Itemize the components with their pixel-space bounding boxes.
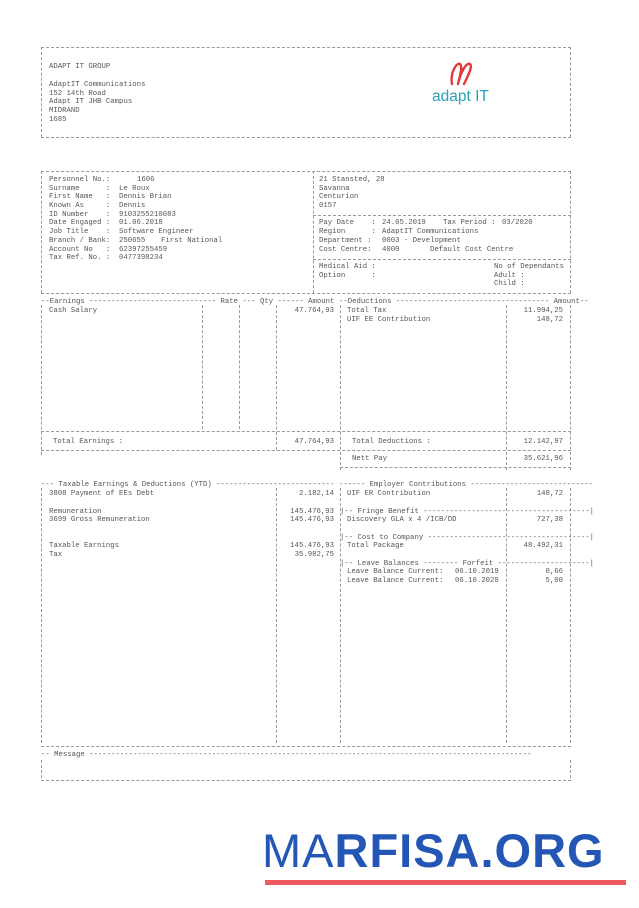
divider — [276, 305, 277, 450]
company-group-name: ADAPT IT GROUP — [49, 63, 111, 71]
tax-period-value: 03/2020 — [502, 219, 533, 227]
divider — [570, 488, 571, 743]
deduction-item-amount: 148,72 — [536, 316, 563, 324]
adapt-it-logo-mark-icon — [430, 60, 505, 105]
tax-ref-label: Tax Ref. No. : — [49, 254, 111, 262]
personnel-no-value: 1606 — [137, 176, 155, 184]
medical-aid-label: Medical Aid : — [319, 263, 376, 271]
total-earnings-label: Total Earnings : — [53, 438, 124, 446]
known-as-value: Dennis — [119, 202, 146, 210]
divider — [41, 305, 42, 455]
id-number-label: ID Number : — [49, 211, 111, 219]
date-engaged-label: Date Engaged : — [49, 219, 111, 227]
total-package-label: Total Package — [347, 542, 404, 550]
branch-code-value: 250655 — [119, 237, 146, 245]
ytd-item-amount: 2.182,14 — [298, 490, 334, 498]
divider — [41, 137, 571, 138]
department-value: 0003 - Development — [382, 237, 461, 245]
divider — [41, 171, 42, 293]
uif-er-value: 148,72 — [536, 490, 563, 498]
company-logo — [430, 60, 505, 105]
divider — [570, 171, 571, 293]
leave-balance-date: 06.10.2019 — [455, 568, 499, 576]
child-label: Child : — [494, 280, 525, 288]
region-value: AdaptIT Communications — [382, 228, 479, 236]
divider — [41, 47, 42, 137]
cost-centre-value: 4000 — [382, 246, 400, 254]
fringe-benefit-value: 727,38 — [536, 516, 563, 524]
region-label: Region : — [319, 228, 376, 236]
bank-name-value: First National — [161, 237, 223, 245]
company-address-line: Adapt IT JHB Campus — [49, 98, 133, 106]
company-address-line: AdaptIT Communications — [49, 81, 146, 89]
earning-item-amount: 47.764,93 — [294, 307, 334, 315]
divider — [239, 305, 240, 429]
department-label: Department : — [319, 237, 372, 245]
employer-contributions-header: ------ Employer Contributions ---------------------------- — [339, 481, 593, 489]
company-address-line: 1685 — [49, 116, 67, 124]
divider — [41, 47, 571, 48]
divider — [202, 305, 203, 429]
message-header: -- Message ----------------------------------------------------------------------------------------------------- — [41, 751, 532, 759]
cost-to-company-header: |-- Cost to Company -------------------------------------| — [340, 534, 594, 542]
earning-item-name: Cash Salary — [49, 307, 98, 315]
divider — [41, 746, 571, 747]
divider — [340, 305, 341, 470]
ytd-item-name: 3808 Payment of EEs Debt — [49, 490, 155, 498]
divider — [41, 171, 571, 172]
leave-balance-label: Leave Balance Current: — [347, 568, 444, 576]
ytd-item-amount: 35.982,75 — [294, 551, 334, 559]
deduction-item-name: UIF EE Contribution — [347, 316, 431, 324]
uif-er-label: UIF ER Contribution — [347, 490, 431, 498]
leave-balance-value: 5,00 — [545, 577, 563, 585]
company-address-line: MIDRAND — [49, 107, 80, 115]
adult-label: Adult : — [494, 272, 525, 280]
watermark-text-bold: RFISA.ORG — [334, 824, 605, 877]
dependants-label: No of Dependants — [494, 263, 565, 271]
tax-period-label: Tax Period : — [443, 219, 496, 227]
total-package-value: 48.492,31 — [523, 542, 563, 550]
pay-date-value: 24.05.2019 — [382, 219, 426, 227]
employee-address-line: Savanna — [319, 185, 350, 193]
divider — [313, 171, 314, 293]
ytd-item-amount: 145.476,93 — [290, 516, 334, 524]
job-title-label: Job Title : — [49, 228, 111, 236]
svg-text:adapt IT: adapt IT — [432, 88, 489, 105]
leave-balance-value: 0,66 — [545, 568, 563, 576]
pay-date-label: Pay Date : — [319, 219, 376, 227]
deduction-item-name: Total Tax — [347, 307, 387, 315]
earnings-header: --Earnings ----------------------------- Rate --- Qty ------ Amount — [41, 298, 335, 306]
surname-value: Le Roux — [119, 185, 150, 193]
first-name-label: First Name : — [49, 193, 111, 201]
employee-address-line: Centurion — [319, 193, 359, 201]
divider — [313, 259, 571, 260]
total-deductions-value: 12.142,97 — [523, 438, 563, 446]
fringe-benefit-header: |-- Fringe Benefit --------------------------------------| — [340, 508, 594, 516]
employee-address-line: 21 Stansted, 28 — [319, 176, 385, 184]
account-no-value: 62397255459 — [119, 246, 168, 254]
ytd-header: --- Taxable Earnings & Deductions (YTD) --------------------------- — [41, 481, 335, 489]
ytd-item-name: Remuneration — [49, 508, 102, 516]
deductions-header: --Deductions ----------------------------------- Amount-- — [339, 298, 589, 306]
divider — [41, 431, 571, 432]
watermark-text-thin: MA — [262, 824, 335, 877]
leave-balance-date: 06.10.2020 — [455, 577, 499, 585]
nett-pay-value: 35.621,96 — [523, 455, 563, 463]
tax-ref-value: 0477398234 — [119, 254, 163, 262]
option-label: Option : — [319, 272, 376, 280]
branch-bank-label: Branch / Bank: — [49, 237, 111, 245]
surname-label: Surname : — [49, 185, 111, 193]
marfisa-watermark — [262, 826, 605, 876]
divider — [41, 488, 42, 743]
nett-pay-label: Nett Pay — [352, 455, 388, 463]
id-number-value: 9103255210083 — [119, 211, 176, 219]
divider — [570, 760, 571, 778]
leave-balance-label: Leave Balance Current: — [347, 577, 444, 585]
divider — [506, 488, 507, 743]
divider — [41, 293, 571, 294]
ytd-item-name: Tax — [49, 551, 63, 559]
ytd-item-name: Taxable Earnings — [49, 542, 120, 550]
total-earnings-value: 47.764,93 — [294, 438, 334, 446]
leave-balances-header: |-- Leave Balances -------- Forfeit ---------------------| — [340, 560, 594, 568]
first-name-value: Dennis Brian — [119, 193, 172, 201]
known-as-label: Known As : — [49, 202, 111, 210]
company-address-line: 152 14th Road — [49, 90, 106, 98]
divider — [313, 215, 571, 216]
employee-address-line: 0157 — [319, 202, 337, 210]
divider — [340, 488, 341, 743]
ytd-item-amount: 145.476,93 — [290, 542, 334, 550]
fringe-benefit-label: Discovery GLA x 4 /ICB/DD — [347, 516, 457, 524]
ytd-item-name: 3699 Gross Remuneration — [49, 516, 150, 524]
personnel-no-label: Personnel No.: — [49, 176, 111, 184]
date-engaged-value: 01.06.2018 — [119, 219, 163, 227]
deduction-item-amount: 11.994,25 — [523, 307, 563, 315]
job-title-value: Software Engineer — [119, 228, 194, 236]
account-no-label: Account No : — [49, 246, 111, 254]
divider — [41, 780, 571, 781]
divider — [570, 305, 571, 470]
watermark-underline — [265, 880, 626, 885]
cost-centre-label: Cost Centre: — [319, 246, 372, 254]
divider — [570, 47, 571, 137]
divider — [41, 450, 571, 451]
divider — [340, 467, 571, 468]
total-deductions-label: Total Deductions : — [352, 438, 431, 446]
cost-centre-name: Default Cost Centre — [430, 246, 514, 254]
divider — [276, 488, 277, 743]
divider — [41, 760, 42, 778]
ytd-item-amount: 145.476,93 — [290, 508, 334, 516]
